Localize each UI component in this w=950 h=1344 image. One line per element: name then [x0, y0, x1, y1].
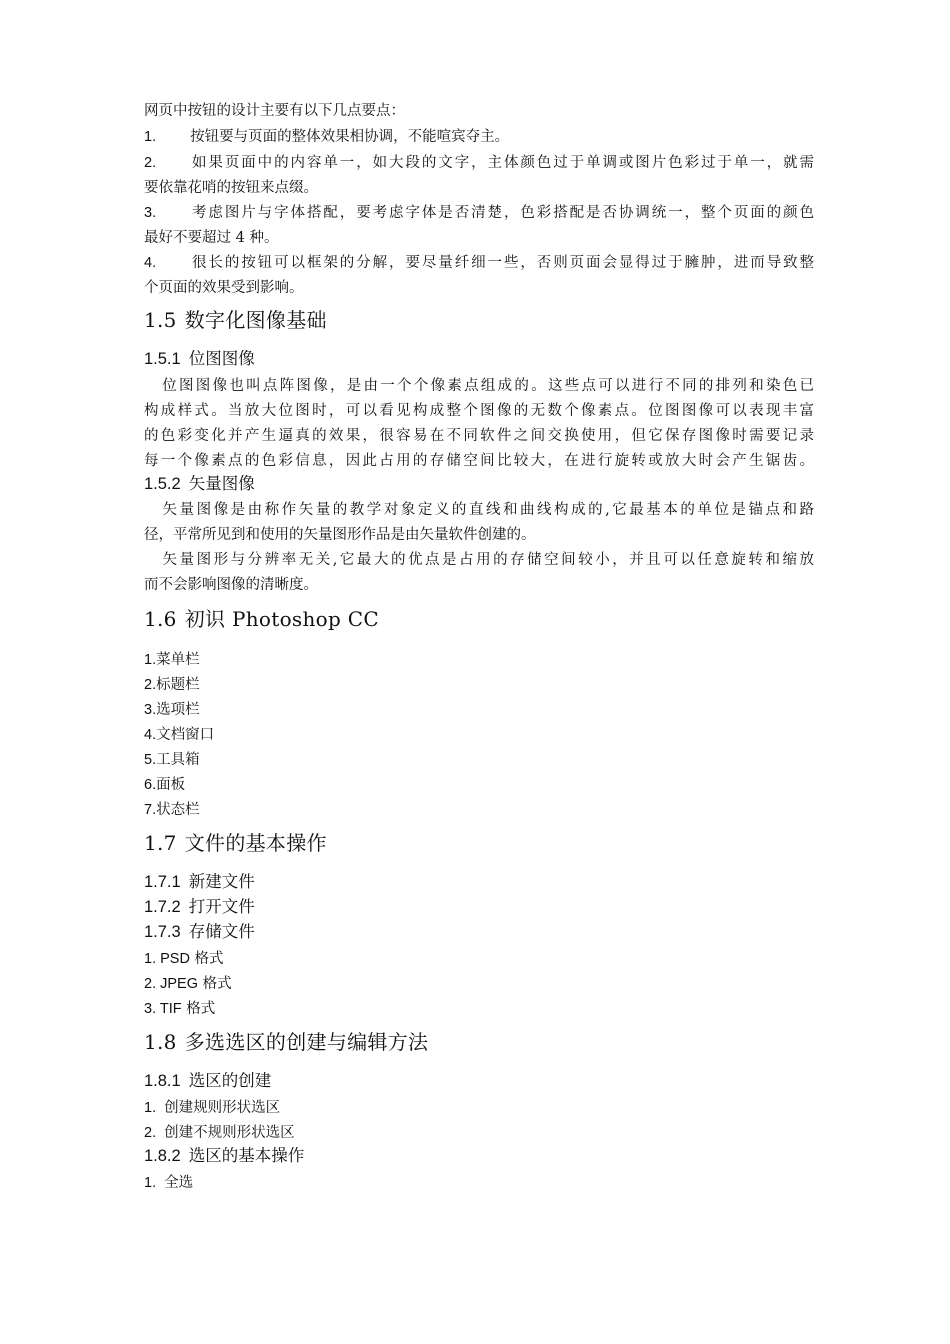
format-tif: 3. TIF 格式 [144, 1001, 216, 1017]
point-2-line-1: 2. 如果页面中的内容单一，如大段的文字，主体颜色过于单调或图片色彩过于单一，就需 [144, 155, 814, 171]
ps-item-3: 3.选项栏 [144, 702, 200, 718]
bitmap-para-line-4: 每一个像素点的色彩信息，因此占用的存储空间比较大，在进行旋转或放大时会产生锯齿。 [144, 453, 814, 469]
bitmap-para-line-1: 位图图像也叫点阵图像，是由一个个像素点组成的。这些点可以进行不同的排列和染色已 [160, 378, 814, 394]
vector-para-2-line-2: 而不会影响图像的清晰度。 [144, 577, 318, 593]
heading-1-8-2: 1.8.2 选区的基本操作 [144, 1146, 305, 1165]
heading-1-7-3: 1.7.3 存储文件 [144, 922, 255, 941]
heading-1-5-2: 1.5.2 矢量图像 [144, 474, 255, 493]
bitmap-para-line-2: 构成样式。当放大位图时，可以看见构成整个图像的无数个像素点。位图图像可以表现丰富 [144, 403, 814, 419]
heading-1-7-1: 1.7.1 新建文件 [144, 872, 255, 891]
heading-1-7: 1.7 文件的基本操作 [144, 831, 327, 855]
heading-1-5-1: 1.5.1 位图图像 [144, 349, 255, 368]
vector-para-1-line-2: 径，平常所见到和使用的矢量图形作品是由矢量软件创建的。 [144, 527, 536, 543]
heading-1-8: 1.8 多选选区的创建与编辑方法 [144, 1030, 429, 1054]
heading-1-5: 1.5 数字化图像基础 [144, 308, 327, 332]
point-3-line-1: 3. 考虑图片与字体搭配，要考虑字体是否清楚，色彩搭配是否协调统一，整个页面的颜色 [144, 205, 814, 221]
vector-para-2-line-1: 矢量图形与分辨率无关,它最大的优点是占用的存储空间较小，并且可以任意旋转和缩放 [160, 552, 814, 568]
point-1: 1. 按钮要与页面的整体效果相协调，不能喧宾夺主。 [144, 129, 510, 145]
ps-item-1: 1.菜单栏 [144, 652, 200, 668]
bitmap-para-line-3: 的色彩变化并产生逼真的效果，很容易在不同软件之间交换使用，但它保存图像时需要记录 [144, 428, 814, 444]
ps-item-5: 5.工具箱 [144, 752, 200, 768]
intro-text: 网页中按钮的设计主要有以下几点要点： [144, 103, 405, 119]
heading-1-7-2: 1.7.2 打开文件 [144, 897, 255, 916]
format-psd: 1. PSD 格式 [144, 951, 224, 967]
selection-item-1: 1. 创建规则形状选区 [144, 1100, 281, 1116]
heading-1-6: 1.6 初识 Photoshop CC [144, 607, 379, 631]
heading-1-8-1: 1.8.1 选区的创建 [144, 1071, 272, 1090]
selection-item-2: 2. 创建不规则形状选区 [144, 1125, 295, 1141]
format-jpeg: 2. JPEG 格式 [144, 976, 232, 992]
point-3-line-2: 最好不要超过 4 种。 [144, 230, 279, 246]
basic-op-item-1: 1. 全选 [144, 1175, 194, 1191]
ps-item-6: 6.面板 [144, 777, 186, 793]
point-2-line-2: 要依靠花哨的按钮来点缀。 [144, 180, 318, 196]
ps-item-4: 4.文档窗口 [144, 727, 215, 743]
point-4-line-1: 4. 很长的按钮可以框架的分解，要尽量纤细一些，否则页面会显得过于臃肿，进而导致整 [144, 255, 814, 271]
ps-item-7: 7.状态栏 [144, 802, 200, 818]
vector-para-1-line-1: 矢量图像是由称作矢量的教学对象定义的直线和曲线构成的,它最基本的单位是锚点和路 [160, 502, 814, 518]
ps-item-2: 2.标题栏 [144, 677, 200, 693]
point-4-line-2: 个页面的效果受到影响。 [144, 280, 304, 296]
